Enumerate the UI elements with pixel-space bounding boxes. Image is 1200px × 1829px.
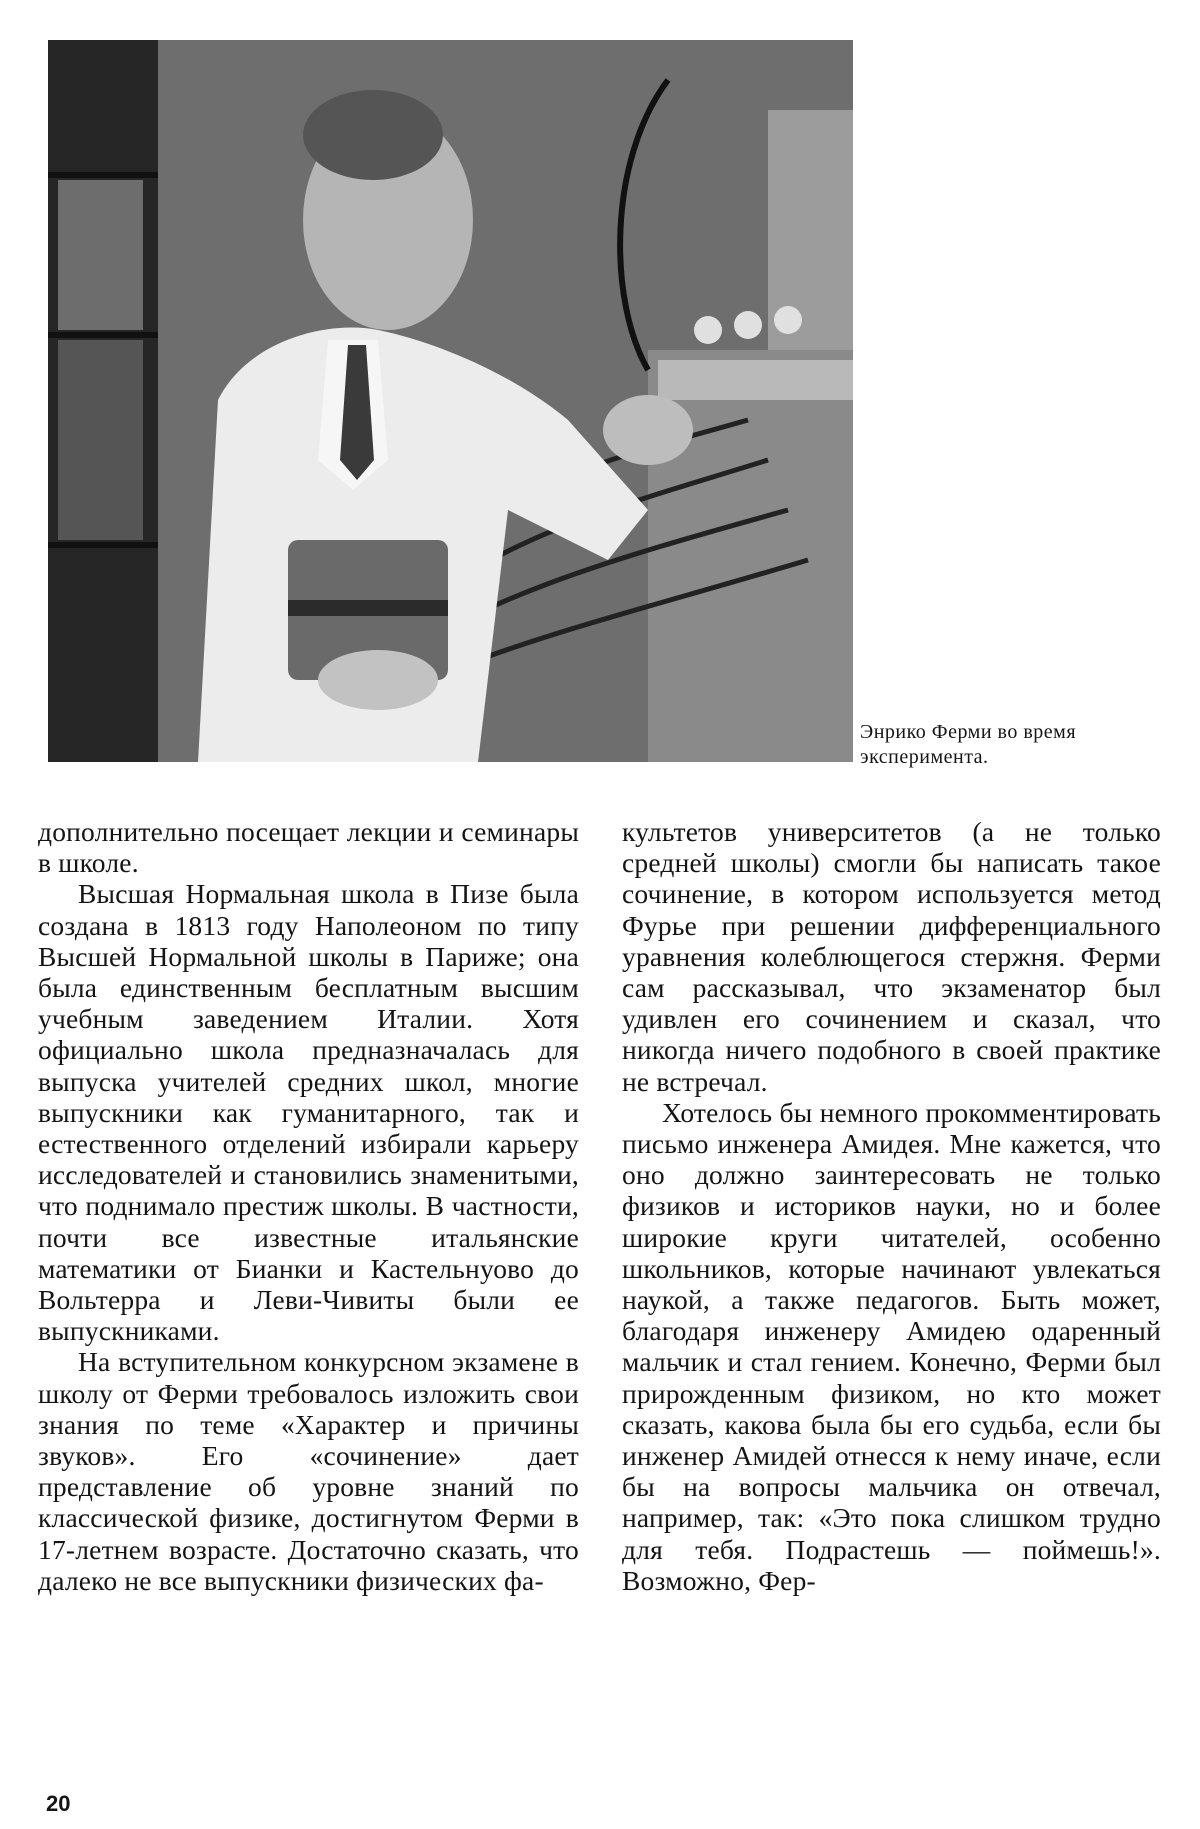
paragraph: На вступительном конкурсном экзамене в школу от Ферми требовалось изложить свои знания по теме «Характер и причины звуков». Его «сочинение» дает представление об уровне знаний по классической физике, достигнутом Ферми в 17-летнем возрасте. Достаточно сказать, что далеко не все выпускники физических фа-: [38, 1346, 579, 1596]
paragraph: дополнительно посещает лекции и семинары в школе.: [38, 816, 579, 879]
paragraph: Высшая Нормальная школа в Пизе была создана в 1813 году Наполеоном по типу Высшей Нормальной школы в Париже; она была единственным бесплатным высшим учебным заведением Италии. Хотя официально школа предназначалась для выпуска учителей средних школ, многие выпускники как гуманитарного, так и естественного отделений избирали карьеру исследователей и становились знаменитыми, что поднимало престиж школы. В частности, почти все известные итальянские математики от Бианки и Кастельнуово до Вольтерра и Леви-Чивиты были ее выпускниками.: [38, 878, 579, 1347]
paragraph: культетов университетов (а не только средней школы) смогли бы написать такое сочинение, в котором используется метод Фурье при решении дифференциального уравнения колеблющегося стержня. Ферми сам рассказывал, что экзаменатор был удивлен его сочинением и сказал, что никогда ничего подобного в своей практике не встречал.: [622, 816, 1161, 1097]
page-number: 20: [46, 1791, 71, 1816]
paragraph: Хотелось бы немного прокомментировать письмо инженера Амидея. Мне кажется, что оно должно заинтересовать не только физиков и историков науки, но и более широкие круги читателей, особенно школьников, которые начинают увлекаться наукой, а также педагогов. Быть может, благодаря инженеру Амидею одаренный мальчик и стал гением. Конечно, Ферми был прирожденным физиком, но кто может сказать, какова была бы его судьба, если бы инженер Амидей отнесся к нему иначе, если бы на вопросы мальчика он отвечал, например, так: «Это пока слишком трудно для тебя. Подрастешь — поймешь!». Возможно, Фер-: [622, 1096, 1161, 1596]
text-column-right: [622, 816, 1161, 1596]
photo-caption: [860, 720, 1160, 770]
photo-illustration: [48, 40, 853, 762]
photo-fermi-experiment: [48, 40, 853, 762]
caption-line-2: эксперимента.: [860, 746, 989, 768]
caption-line-1: Энрико Ферми во время: [860, 721, 1077, 743]
text-column-left: [38, 816, 579, 1596]
